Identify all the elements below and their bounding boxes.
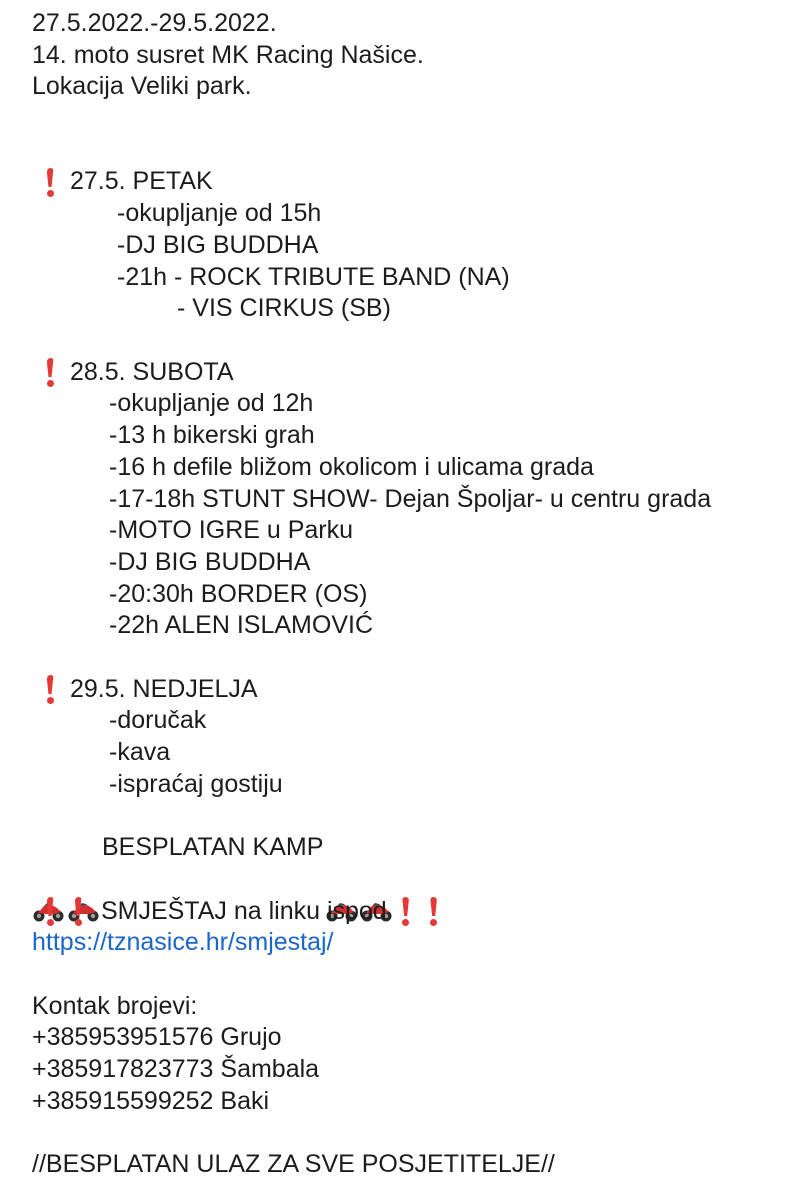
accommodation-link[interactable]: https://tznasice.hr/smjestaj/ xyxy=(32,928,334,957)
blank-line xyxy=(32,135,792,167)
blank-line xyxy=(32,864,792,896)
day-heading-saturday xyxy=(32,357,792,389)
blank-line xyxy=(32,1118,792,1150)
day-heading-sunday xyxy=(32,674,792,706)
accommodation-text: SMJEŠTAJ na linku ispod xyxy=(94,896,394,925)
post-body xyxy=(32,8,792,1181)
blank-line xyxy=(32,801,792,833)
event-dates: 27.5.2022.-29.5.2022. xyxy=(32,9,277,37)
event-location: Lokacija Veliki park. xyxy=(32,72,252,101)
free-camp-text: BESPLATAN KAMP xyxy=(102,833,324,862)
blank-line xyxy=(32,103,792,135)
blank-line xyxy=(32,642,792,674)
exclamation-icon xyxy=(66,896,90,927)
schedule-item: -ispraćaj gostiju xyxy=(109,769,283,798)
motorcycle-icon xyxy=(32,836,65,860)
schedule-item: -okupljanje od 12h xyxy=(109,389,314,418)
schedule-item: -doručak xyxy=(109,706,207,735)
contact-number: +385917823773 Šambala xyxy=(32,1055,320,1084)
free-entry-footer: //BESPLATAN ULAZ ZA SVE POSJETITELJE// xyxy=(32,1150,555,1179)
motorcycle-icon xyxy=(67,836,100,860)
schedule-item: -20:30h BORDER (OS) xyxy=(109,579,368,608)
schedule-item: -okupljanje od 15h xyxy=(117,199,322,228)
motorcycle-icon xyxy=(360,836,393,860)
schedule-item: -16 h defile bližom okolicom i ulicama grada xyxy=(109,452,594,481)
exclamation-icon xyxy=(38,896,62,927)
exclamation-icon xyxy=(394,896,418,927)
schedule-item: -17-18h STUNT SHOW- Dejan Špoljar- u centru grada xyxy=(109,484,712,513)
contact-number: +385953951576 Grujo xyxy=(32,1023,282,1052)
schedule-item: -13 h bikerski grah xyxy=(109,421,315,450)
event-title: 14. moto susret MK Racing Našice. xyxy=(32,40,424,69)
day-title: 29.5. NEDJELJA xyxy=(70,674,258,703)
exclamation-icon xyxy=(38,357,62,388)
contact-number: +385915599252 Baki xyxy=(32,1086,270,1115)
schedule-item: - VIS CIRKUS (SB) xyxy=(177,294,391,323)
exclamation-icon xyxy=(38,674,62,705)
exclamation-icon xyxy=(422,896,446,927)
schedule-item: -kava xyxy=(109,738,171,767)
schedule-item: -21h - ROCK TRIBUTE BAND (NA) xyxy=(117,262,510,291)
schedule-item: -DJ BIG BUDDHA xyxy=(109,547,311,576)
motorcycle-icon xyxy=(325,836,358,860)
exclamation-icon xyxy=(38,167,62,198)
contacts-heading: Kontak brojevi: xyxy=(32,991,198,1020)
accommodation-line xyxy=(32,896,792,928)
blank-line xyxy=(32,325,792,357)
free-camp-line xyxy=(32,832,792,864)
day-title: 27.5. PETAK xyxy=(70,167,213,196)
schedule-item: -22h ALEN ISLAMOVIĆ xyxy=(109,611,374,640)
day-heading-friday xyxy=(32,166,792,198)
day-title: 28.5. SUBOTA xyxy=(70,357,234,386)
blank-line xyxy=(32,959,792,991)
schedule-item: -DJ BIG BUDDHA xyxy=(117,230,319,259)
schedule-item: -MOTO IGRE u Parku xyxy=(109,516,354,545)
